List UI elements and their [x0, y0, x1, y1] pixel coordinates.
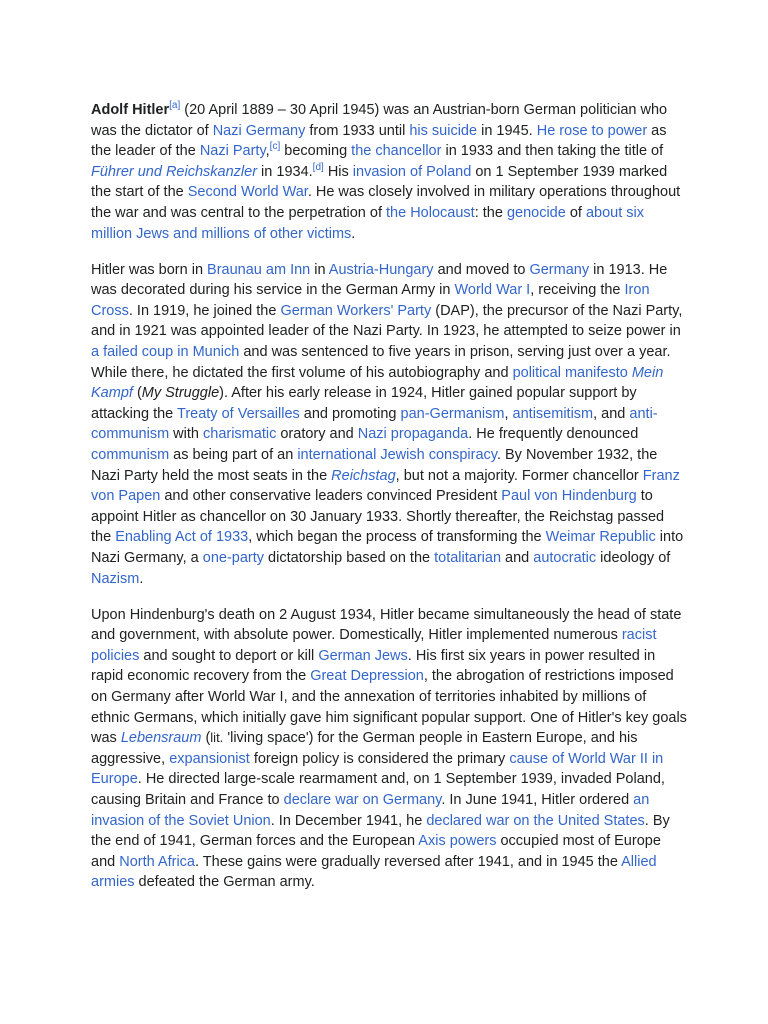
article-subject-name: Adolf Hitler	[91, 102, 170, 118]
text-run: in	[310, 261, 329, 278]
link-he-rose-to-power[interactable]: He rose to power	[536, 122, 648, 139]
text-run: . In December 1941, he	[270, 812, 427, 829]
paragraph-intro	[91, 100, 687, 244]
link-the-holocaust[interactable]: the Holocaust	[386, 204, 475, 221]
text-run: . He directed large-scale rearmament and, on 1 September 1939, invaded Poland, causing Britain and France to	[91, 771, 665, 808]
link-the-chancellor[interactable]: the chancellor	[351, 143, 442, 160]
text-run: into Nazi Germany, a	[91, 529, 684, 566]
link-racist-policies[interactable]: racist policies	[91, 627, 657, 664]
link-about-six-million-jews-and-millions-of-other-victims[interactable]: about six million Jews and millions of other victims	[91, 204, 644, 242]
link-invasion-of-poland[interactable]: invasion of Poland	[352, 163, 472, 180]
text-run: . By November 1932, the Nazi Party held the most seats in the	[91, 447, 658, 484]
text-run: , but not a majority. Former chancellor	[395, 467, 643, 484]
link-reichstag[interactable]: Reichstag	[331, 467, 396, 484]
link-franz-von-papen[interactable]: Franz von Papen	[91, 467, 680, 505]
text-run: ,	[265, 143, 270, 160]
link-genocide[interactable]: genocide	[506, 204, 566, 221]
paragraph-early-life	[91, 260, 687, 590]
text-run: in 1934.	[257, 163, 313, 180]
text-run: Upon Hindenburg's death on 2 August 1934, Hitler became simultaneously the head of state and government, with absolute power. Domestically, Hitler implemented numerous	[91, 606, 682, 644]
text-run: , which began the process of transforming the	[248, 529, 546, 546]
link-autocratic[interactable]: autocratic	[533, 549, 597, 566]
link-allied-armies[interactable]: Allied armies	[91, 853, 657, 891]
link-international-jewish-conspiracy[interactable]: international Jewish conspiracy	[297, 447, 497, 463]
text-run: with	[169, 426, 203, 443]
text-run: His	[323, 163, 353, 180]
text-run: and promoting	[299, 405, 401, 422]
text-run: as the leader of the	[91, 122, 667, 160]
text-run: Hitler was born in	[91, 261, 208, 278]
abbreviation-lit: lit.	[210, 730, 224, 746]
link-world-war-i[interactable]: World War I	[454, 282, 531, 299]
footnote-ref-a[interactable]: [a]	[169, 100, 181, 112]
paragraph-dictatorship	[91, 605, 687, 893]
link-nazi-germany[interactable]: Nazi Germany	[212, 122, 306, 139]
text-run: oratory and	[276, 426, 358, 443]
link-charismatic[interactable]: charismatic	[203, 426, 277, 443]
link-communism[interactable]: communism	[91, 447, 170, 463]
link-second-world-war[interactable]: Second World War	[187, 184, 308, 201]
text-run: . These gains were gradually reversed after 1941, and in 1945 the	[194, 853, 622, 870]
text-run: on 1 September 1939 marked the start of the	[91, 163, 668, 201]
link-lebensraum[interactable]: Lebensraum	[120, 730, 202, 747]
link-his-suicide[interactable]: his suicide	[409, 122, 478, 139]
text-run: ,	[504, 405, 513, 422]
link-german-jews[interactable]: German Jews	[318, 647, 408, 664]
link-a-failed-coup-in-munich[interactable]: a failed coup in Munich	[91, 344, 240, 361]
text-run: (	[201, 730, 211, 747]
text-run: of	[565, 204, 586, 221]
text-run: and other conservative leaders convinced President	[160, 488, 502, 505]
link-pan-germanism[interactable]: pan-Germanism	[400, 405, 505, 422]
text-run: occupied most of Europe and	[91, 833, 661, 870]
link-treaty-of-versailles[interactable]: Treaty of Versailles	[177, 405, 300, 422]
link-north-africa[interactable]: North Africa	[119, 853, 195, 870]
text-run: .	[351, 225, 356, 242]
text-run: and sought to deport or kill	[139, 647, 319, 664]
text-run: . In 1919, he joined the	[128, 302, 281, 319]
article-body	[91, 100, 687, 908]
text-run: . By the end of 1941, German forces and the European	[91, 812, 670, 850]
text-run: : the	[474, 204, 507, 221]
text-run: in 1933 and then taking the title of	[441, 143, 664, 160]
link-political-manifesto[interactable]: political manifesto	[512, 364, 632, 381]
text-run: in 1913. He was decorated during his service in the German Army in	[91, 261, 668, 299]
text-run: as being part of an	[169, 447, 298, 463]
text-run: becoming	[280, 143, 352, 160]
link-great-depression[interactable]: Great Depression	[310, 668, 424, 685]
text-run: .	[139, 570, 144, 587]
text-run: (	[132, 385, 142, 402]
link-declared-war-on-the-united-states[interactable]: declared war on the United States	[426, 812, 645, 829]
text-run: and	[501, 549, 534, 566]
text-run: to appoint Hitler as chancellor on 30 January 1933. Shortly thereafter, the Reichstag passed the	[91, 488, 665, 546]
link-mein-kampf[interactable]: Mein Kampf	[91, 364, 664, 402]
link-enabling-act-of-1933[interactable]: Enabling Act of 1933	[115, 529, 249, 546]
link-one-party[interactable]: one-party	[202, 549, 265, 566]
text-run: from 1933 until	[305, 122, 410, 139]
text-run: and was sentenced to five years in prison, serving just over a year. While there, he dictated the first volume of his autobiography and	[91, 344, 671, 381]
link-antisemitism[interactable]: antisemitism	[512, 405, 594, 422]
link-f-hrer-und-reichskanzler[interactable]: Führer und Reichskanzler	[91, 163, 258, 180]
text-run: , receiving the	[530, 282, 625, 299]
text-run: , the abrogation of restrictions imposed on Germany after World War I, and the annexation of territories inhabited by millions of ethnic Germans, which initially gave him significant popular support. One of Hitler's key goals was	[91, 668, 687, 747]
link-nazism[interactable]: Nazism	[91, 570, 140, 587]
text-run: in 1945.	[477, 122, 537, 139]
link-nazi-party[interactable]: Nazi Party	[199, 143, 266, 160]
link-expansionist[interactable]: expansionist	[169, 750, 250, 767]
text-run: My Struggle	[141, 385, 220, 402]
link-braunau-am-inn[interactable]: Braunau am Inn	[207, 261, 311, 278]
text-run: . He frequently denounced	[468, 426, 639, 443]
link-iron-cross[interactable]: Iron Cross	[91, 282, 650, 319]
text-run: (20 April 1889 – 30 April 1945) was an Austrian-born German politician who was the dictator of	[91, 102, 668, 139]
text-run: defeated the German army.	[134, 874, 315, 891]
text-run: foreign policy is considered the primary	[249, 750, 510, 767]
link-austria-hungary[interactable]: Austria-Hungary	[328, 261, 434, 278]
text-run: (DAP), the precursor of the Nazi Party, and in 1921 was appointed leader of the Nazi Party. In 1923, he attempted to seize power in	[91, 302, 683, 340]
text-run: ). After his early release in 1924, Hitler gained popular support by attacking the	[91, 385, 637, 422]
link-cause-of-world-war-ii-in-europe[interactable]: cause of World War II in Europe	[91, 750, 664, 788]
text-run: . His first six years in power resulted in rapid economic recovery from the	[91, 647, 656, 685]
link-germany[interactable]: Germany	[529, 261, 590, 278]
footnote-ref-c[interactable]: [c]	[269, 141, 281, 153]
link-paul-von-hindenburg[interactable]: Paul von Hindenburg	[501, 488, 637, 505]
text-run: ideology of	[596, 549, 671, 566]
text-run: . In June 1941, Hitler ordered	[441, 792, 634, 808]
text-run: and moved to	[433, 261, 530, 278]
text-run: , and	[593, 405, 630, 422]
link-german-workers-party[interactable]: German Workers' Party	[280, 302, 432, 319]
link-nazi-propaganda[interactable]: Nazi propaganda	[357, 426, 469, 443]
footnote-ref-d[interactable]: [d]	[312, 161, 324, 173]
link-totalitarian[interactable]: totalitarian	[434, 549, 502, 566]
link-declare-war-on-germany[interactable]: declare war on Germany	[283, 792, 442, 808]
text-run: . He was closely involved in military operations throughout the war and was central to the perpetration of	[91, 184, 681, 221]
link-weimar-republic[interactable]: Weimar Republic	[545, 529, 656, 546]
text-run: 'living space') for the German people in Eastern Europe, and his aggressive,	[91, 730, 638, 767]
link-axis-powers[interactable]: Axis powers	[418, 833, 497, 850]
text-run: dictatorship based on the	[264, 549, 435, 566]
link-anti-communism[interactable]: anti-communism	[91, 405, 658, 443]
link-an-invasion-of-the-soviet-union[interactable]: an invasion of the Soviet Union	[91, 792, 650, 829]
